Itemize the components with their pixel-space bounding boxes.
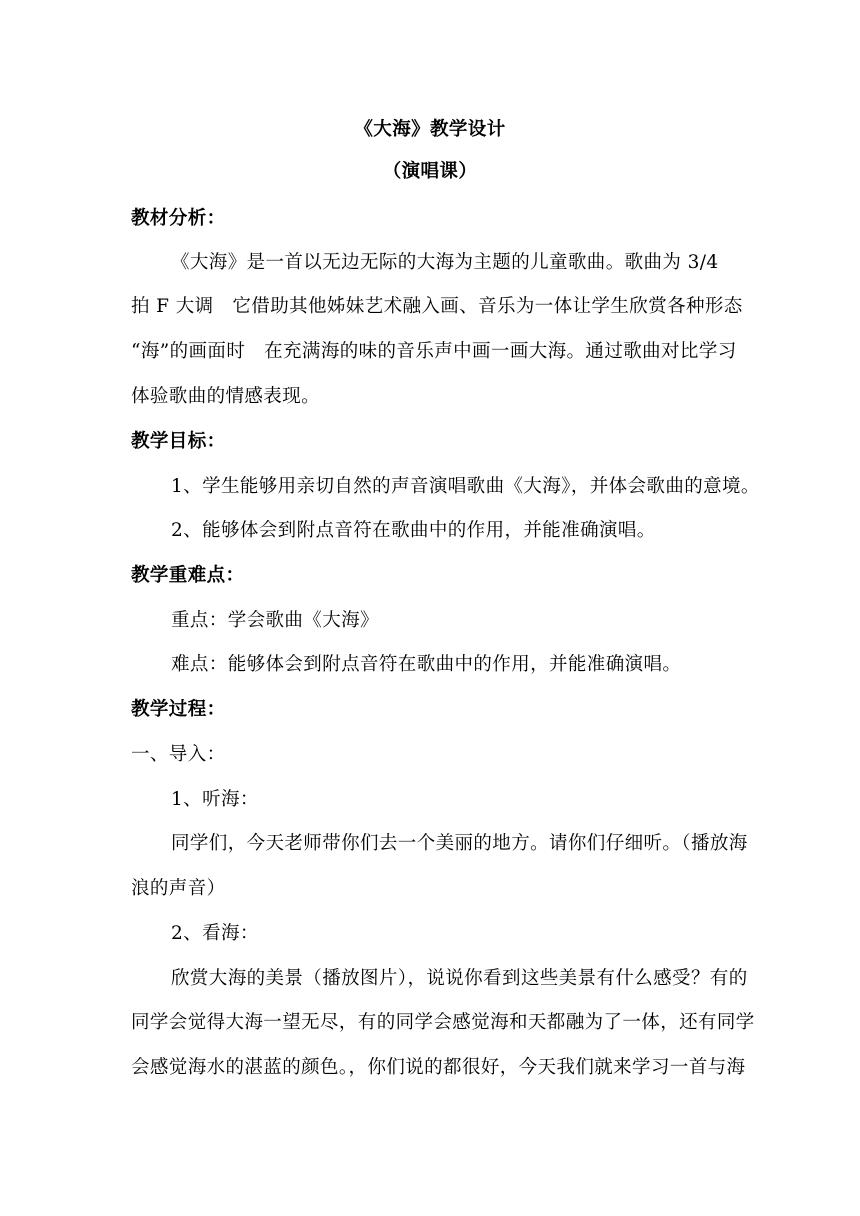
document-title: 《大海》教学设计 — [354, 119, 506, 140]
step-one-heading: 1、听海： — [171, 789, 259, 810]
part-one-heading: 一、导入： — [131, 744, 226, 765]
step-one-line: 同学们，今天老师带你们去一个美丽的地方。请你们仔细听。（播放海 — [171, 833, 748, 854]
goal-item: 1、学生能够用亲切自然的声音演唱歌曲《大海》，并体会歌曲的意境。 — [171, 476, 760, 497]
step-two-line: 会感觉海水的湛蓝的颜色。，你们说的都很好，今天我们就来学习一首与海 — [131, 1057, 746, 1078]
step-one-line: 浪的声音） — [131, 878, 226, 899]
material-line: 体验歌曲的情感表现。 — [131, 386, 321, 407]
difficulty-point: 难点：能够体会到附点音符在歌曲中的作用，并能准确演唱。 — [171, 654, 682, 675]
document-subtitle: （演唱课） — [382, 161, 478, 182]
key-heading: 教学重难点： — [131, 565, 245, 586]
material-line: “海”的画面时 在充满海的味的音乐声中画一画大海。通过歌曲对比学习 — [131, 341, 737, 362]
goals-heading: 教学目标： — [131, 431, 226, 452]
key-point: 重点：学会歌曲《大海》 — [171, 610, 379, 631]
material-line: 《大海》是一首以无边无际的大海为主题的儿童歌曲。歌曲为 3/4 — [171, 252, 719, 273]
material-heading: 教材分析： — [131, 208, 226, 229]
step-two-line: 同学会觉得大海一望无尽，有的同学会感觉海和天都融为了一体，还有同学 — [131, 1012, 755, 1033]
material-line: 拍 F 大调 它借助其他姊妹艺术融入画、音乐为一体让学生欣赏各种形态 — [131, 296, 743, 317]
process-heading: 教学过程： — [131, 699, 226, 720]
goal-item: 2、能够体会到附点音符在歌曲中的作用，并能准确演唱。 — [171, 520, 656, 541]
step-two-heading: 2、看海： — [171, 923, 259, 944]
step-two-line: 欣赏大海的美景（播放图片），说说你看到这些美景有什么感受？有的 — [171, 968, 748, 989]
